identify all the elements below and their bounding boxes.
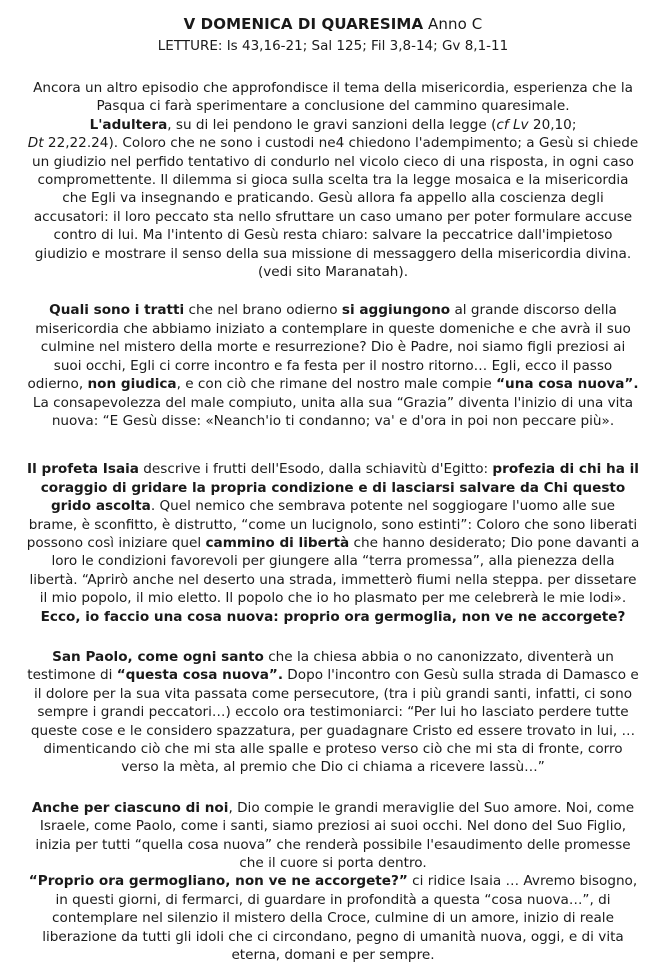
paragraph-tratti xyxy=(26,301,640,430)
paragraph-isaia xyxy=(26,460,640,626)
title-bold: V DOMENICA DI QUARESIMA xyxy=(183,15,424,33)
italic-text: cf Lv xyxy=(496,116,529,133)
italic-text: Dt xyxy=(27,135,44,152)
title-year: Anno C xyxy=(423,15,483,33)
bold-text: Anche per ciascuno di noi xyxy=(31,799,229,816)
bold-text: “questa cosa nuova”. xyxy=(116,667,283,684)
text: La consapevolezza del male compiuto, unita alla sua “Grazia” diventa l'inizio di una vita nuova: “E Gesù disse: «Neanch'io ti condanno; va' e d'ora in poi non peccare più». xyxy=(32,394,634,429)
document-page xyxy=(26,14,640,964)
text: , e con ciò che rimane del nostro male compie xyxy=(176,376,497,393)
bold-text: Il profeta Isaia xyxy=(27,461,139,478)
text: ci ridice Isaia … Avremo bisogno, in questi giorni, di fermarci, di guardare in profondità a questa “cosa nuova…”, di contemplare nel silenzio il mistero della Croce, culmine di un amore, inizio di reale liberazione da tutti gli idoli che ci circondano, pegno di umanità nuova, oggi, e di vita eterna, domani e per sempre. xyxy=(42,873,638,964)
readings-line: LETTURE: Is 43,16-21; Sal 125; Fil 3,8-14; Gv 8,1-11 xyxy=(157,38,509,54)
text: che la chiesa abbia o no canonizzato, diventerà un testimone di xyxy=(27,648,614,684)
text: . Quel nemico che sembrava potente nel soggiogare l'uomo alle sue brame, è sconfitto, è distrutto, “come un lucignolo, sono estinti”: Coloro che sono liberati possono così iniziare quel xyxy=(26,498,638,551)
paragraph-conclusione xyxy=(26,872,640,964)
bold-text: “Proprio ora germogliano, non ve ne accorgete?” xyxy=(28,873,408,890)
text: Ancora un altro episodio che approfondisce il tema della misericordia, esperienza che la Pasqua ci farà sperimentare a conclusione del cammino quaresimale. xyxy=(33,80,633,115)
text: descrive i frutti dell'Esodo, dalla schiavitù d'Egitto: xyxy=(138,461,493,478)
text: 22,22.24). Coloro che ne sono i custodi ne4 chiedono l'adempimento; a Gesù si chiede un giudizio nel perfido tentativo di condurlo nel vicolo cieco di una risposta, in ogni caso compromettente. Il dilemma si gioca sulla scelta tra la legge mosaica e la misericordia che Egli va insegnando e praticando. Gesù allora fa appello alla coscienza degli accusatori: il loro peccato sta nello sfruttare un caso umano per poter formulare accuse contro di lui. Ma l'intento di Gesù resta chiaro: salvare la peccatrice dall'impietoso giudizio e mostrare il senso della sua missione di messaggero della misericordia divina. (vedi sito Maranatah). xyxy=(32,135,639,281)
text: , su di lei pendono le gravi sanzioni della legge ( xyxy=(167,116,497,133)
page-title xyxy=(26,14,640,34)
text: che hanno desiderato; Dio pone davanti a loro le condizioni favorevoli per giungere alla “terra promessa”, alla pienezza della libertà. “Aprirò anche nel deserto una strada, immetterò fiumi nella steppa. per dissetare il mio popolo, il mio eletto. Il popolo che io ho plasmato per me celebrerà le mie lodi». xyxy=(29,534,640,607)
bold-text: profezia di chi ha il coraggio di gridare la propria condizione e di lasciarsi salvare da Chi questo grido ascolta xyxy=(40,461,639,515)
text: al grande discorso della misericordia che abbiamo iniziato a contemplare in queste domeniche e che avrà il suo culmine nel mistero della morte e resurrezione? Dio è Padre, noi siamo figli preziosi ai suoi occhi, Egli ci corre incontro e fa festa per il nostro ritorno… Egli, ecco il passo odierno, xyxy=(27,302,631,393)
paragraph-paolo xyxy=(26,648,640,777)
bold-text: Quali sono i tratti xyxy=(49,302,185,319)
bold-text: non giudica xyxy=(87,376,177,393)
text: 20,10; xyxy=(528,116,577,133)
paragraph-ciascuno xyxy=(26,799,640,873)
bold-text: cammino di libertà xyxy=(205,534,350,551)
text: , Dio compie le grandi meraviglie del Suo amore. Noi, come Israele, come Paolo, come i santi, siamo preziosi ai suoi occhi. Nel dono del Suo Figlio, inizia per tutti “quella cosa nuova” che renderà possibile l'esaudimento delle promesse che il cuore si porta dentro. xyxy=(35,799,635,872)
paragraph-intro xyxy=(26,79,640,281)
bold-text: L'adultera xyxy=(89,116,168,133)
bold-text: “una cosa nuova”. xyxy=(496,376,639,393)
bold-text: si aggiungono xyxy=(341,302,451,319)
text: che nel brano odierno xyxy=(184,302,342,319)
text: Dopo l'incontro con Gesù sulla strada di Damasco e il dolore per la sua vita passata come persecutore, (tra i più grandi santi, infatti, ci sono sempre i grandi peccatori…) eccolo ora testimoniarci: “Per lui ho lasciato perdere tutte queste cose e le considero spazzatura, per guadagnare Cristo ed essere trovato in lui, … dimenticando ciò che mi sta alle spalle e proteso verso ciò che mi sta di fronte, corro verso la mèta, al premio che Dio ci chiama a ricevere lassù…” xyxy=(30,667,639,776)
bold-text: San Paolo, come ogni santo xyxy=(52,648,264,665)
bold-text: Ecco, io faccio una cosa nuova: proprio ora germoglia, non ve ne accorgete? xyxy=(40,608,626,625)
